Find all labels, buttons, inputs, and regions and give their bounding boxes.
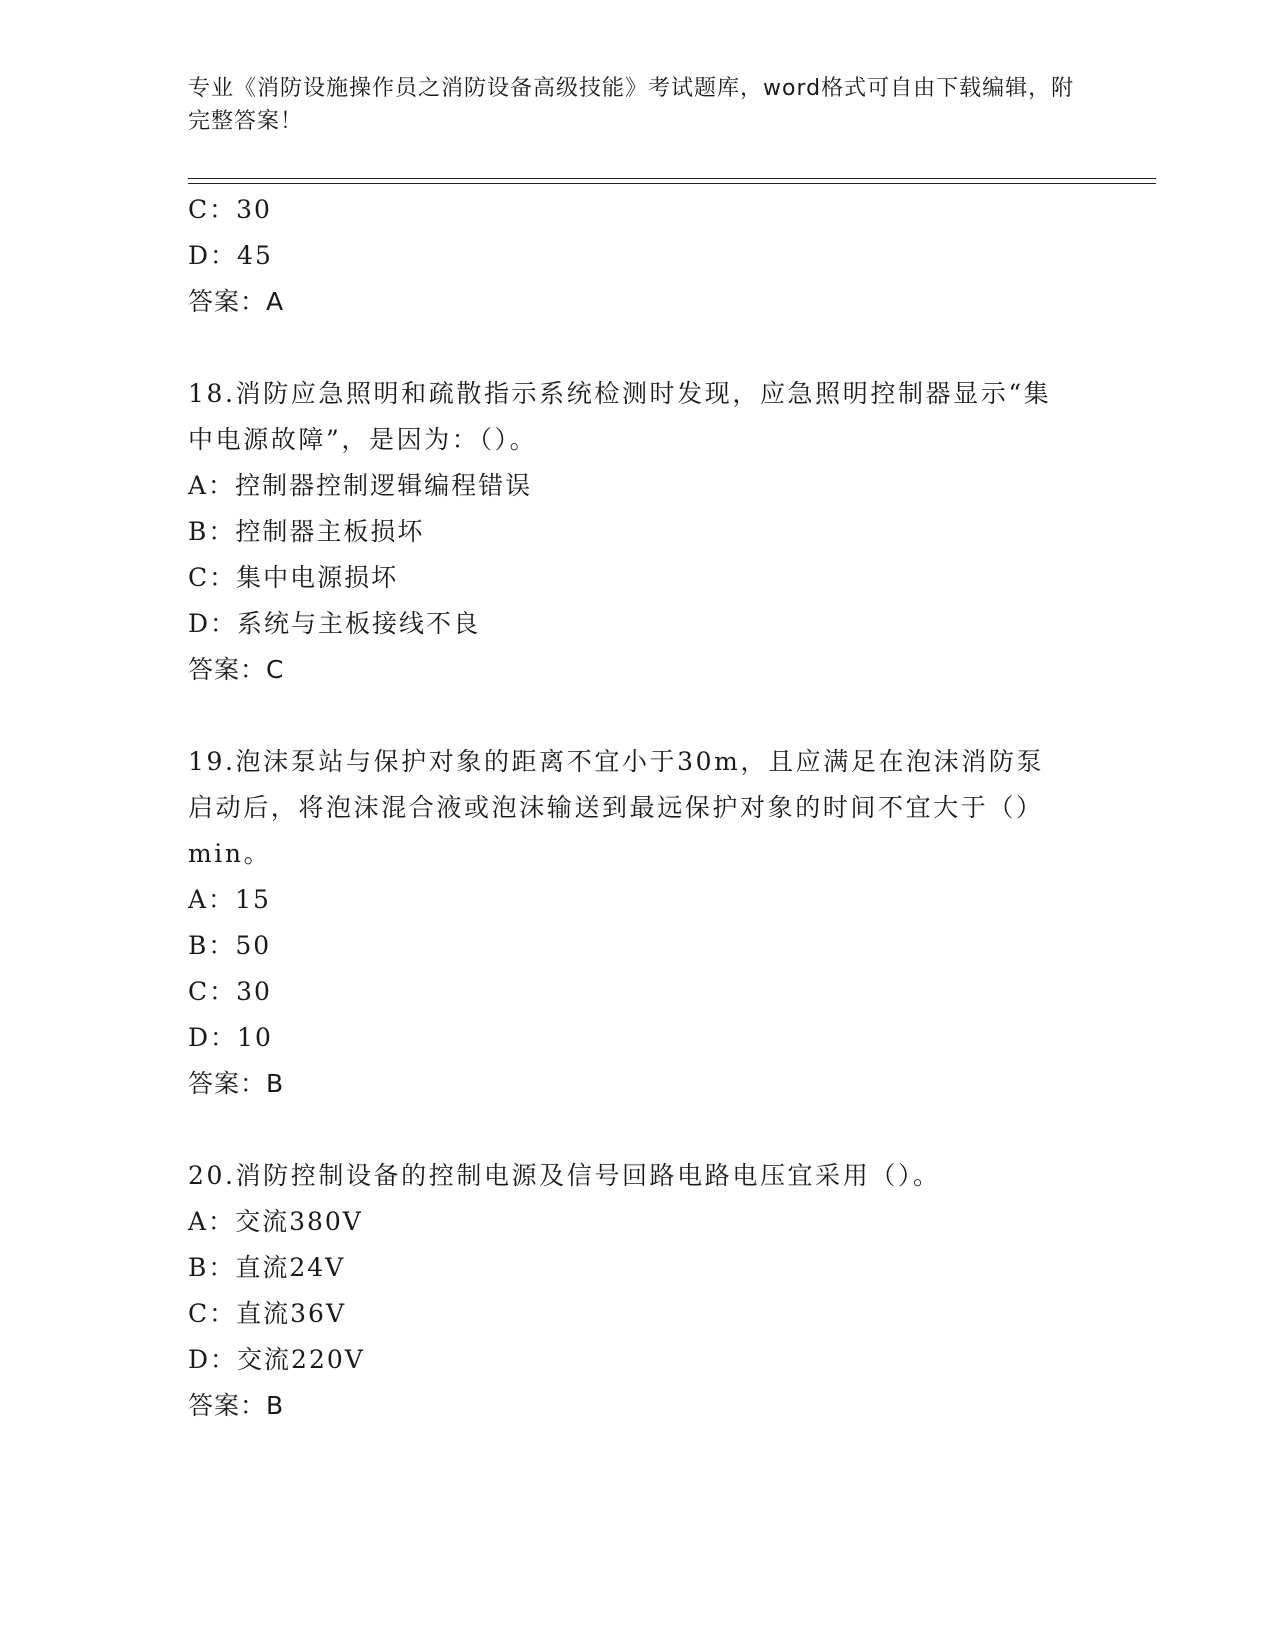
option-text: 控制器控制逻辑编程错误: [235, 471, 533, 500]
option-c: [188, 969, 1088, 1015]
question-text: 19.泡沫泵站与保护对象的距离不宜小于30m，且应满足在泡沫消防泵启动后，将泡沫混合液或泡沫输送到最远保护对象的时间不宜大于（）min。: [188, 747, 1045, 868]
option-letter: A：: [188, 885, 236, 914]
answer-label: 答案：: [188, 1391, 267, 1420]
spacer: [188, 693, 1088, 739]
option-text: 系统与主板接线不良: [237, 609, 481, 638]
option-text: 交流380V: [235, 1207, 363, 1236]
option-letter: C：: [188, 563, 237, 592]
question-17-tail: [188, 187, 1088, 325]
option-text: 30: [236, 977, 272, 1006]
answer-value: B: [266, 1069, 285, 1098]
header-divider-top: [188, 178, 1156, 179]
question-20: [188, 1153, 1088, 1429]
option-text: 15: [235, 885, 271, 914]
answer-line: [188, 279, 1088, 325]
option-letter: D：: [188, 241, 238, 270]
question-19: [188, 739, 1088, 1107]
option-letter: B：: [188, 1253, 236, 1282]
header-divider-bottom: [188, 183, 1156, 184]
option-a: [188, 877, 1088, 923]
answer-value: A: [266, 287, 285, 316]
option-text: 50: [235, 931, 272, 960]
answer-line: [188, 1383, 1088, 1429]
option-letter: C：: [188, 977, 237, 1006]
answer-line: [188, 1061, 1088, 1107]
option-d: [188, 233, 1088, 279]
option-letter: B：: [188, 517, 236, 546]
answer-value: B: [266, 1391, 285, 1420]
option-text: 交流220V: [237, 1345, 365, 1374]
spacer: [188, 325, 1088, 371]
option-text: 直流24V: [235, 1253, 346, 1282]
option-d: [188, 601, 1088, 647]
spacer: [188, 1107, 1088, 1153]
option-letter: A：: [188, 471, 236, 500]
option-text: 10: [237, 1023, 273, 1052]
answer-label: 答案：: [188, 655, 267, 684]
option-letter: C：: [188, 195, 237, 224]
option-c: [188, 187, 1088, 233]
option-letter: D：: [188, 609, 238, 638]
option-letter: C：: [188, 1299, 237, 1328]
option-c: [188, 1291, 1088, 1337]
answer-line: [188, 647, 1088, 693]
option-d: [188, 1337, 1088, 1383]
option-text: 直流36V: [236, 1299, 347, 1328]
option-text: 30: [236, 195, 272, 224]
option-letter: B：: [188, 931, 236, 960]
answer-label: 答案：: [188, 1069, 267, 1098]
question-list: [188, 187, 1088, 1429]
option-letter: A：: [188, 1207, 236, 1236]
option-b: [188, 1245, 1088, 1291]
option-text: 集中电源损坏: [236, 563, 399, 592]
answer-label: 答案：: [188, 287, 267, 316]
page-header: 专业《消防设施操作员之消防设备高级技能》考试题库，word格式可自由下载编辑，附完整答案！: [188, 76, 1075, 134]
option-d: [188, 1015, 1088, 1061]
option-b: [188, 509, 1088, 555]
option-text: 45: [237, 241, 273, 270]
option-text: 控制器主板损坏: [235, 517, 425, 546]
answer-value: C: [266, 655, 285, 684]
option-a: [188, 463, 1088, 509]
question-text: 18.消防应急照明和疏散指示系统检测时发现，应急照明控制器显示“集中电源故障”，是因为：（）。: [188, 379, 1052, 454]
option-b: [188, 923, 1088, 969]
option-letter: D：: [188, 1345, 238, 1374]
option-letter: D：: [188, 1023, 238, 1052]
question-18: [188, 371, 1088, 693]
option-c: [188, 555, 1088, 601]
option-a: [188, 1199, 1088, 1245]
question-text: 20.消防控制设备的控制电源及信号回路电路电压宜采用（）。: [188, 1161, 941, 1190]
